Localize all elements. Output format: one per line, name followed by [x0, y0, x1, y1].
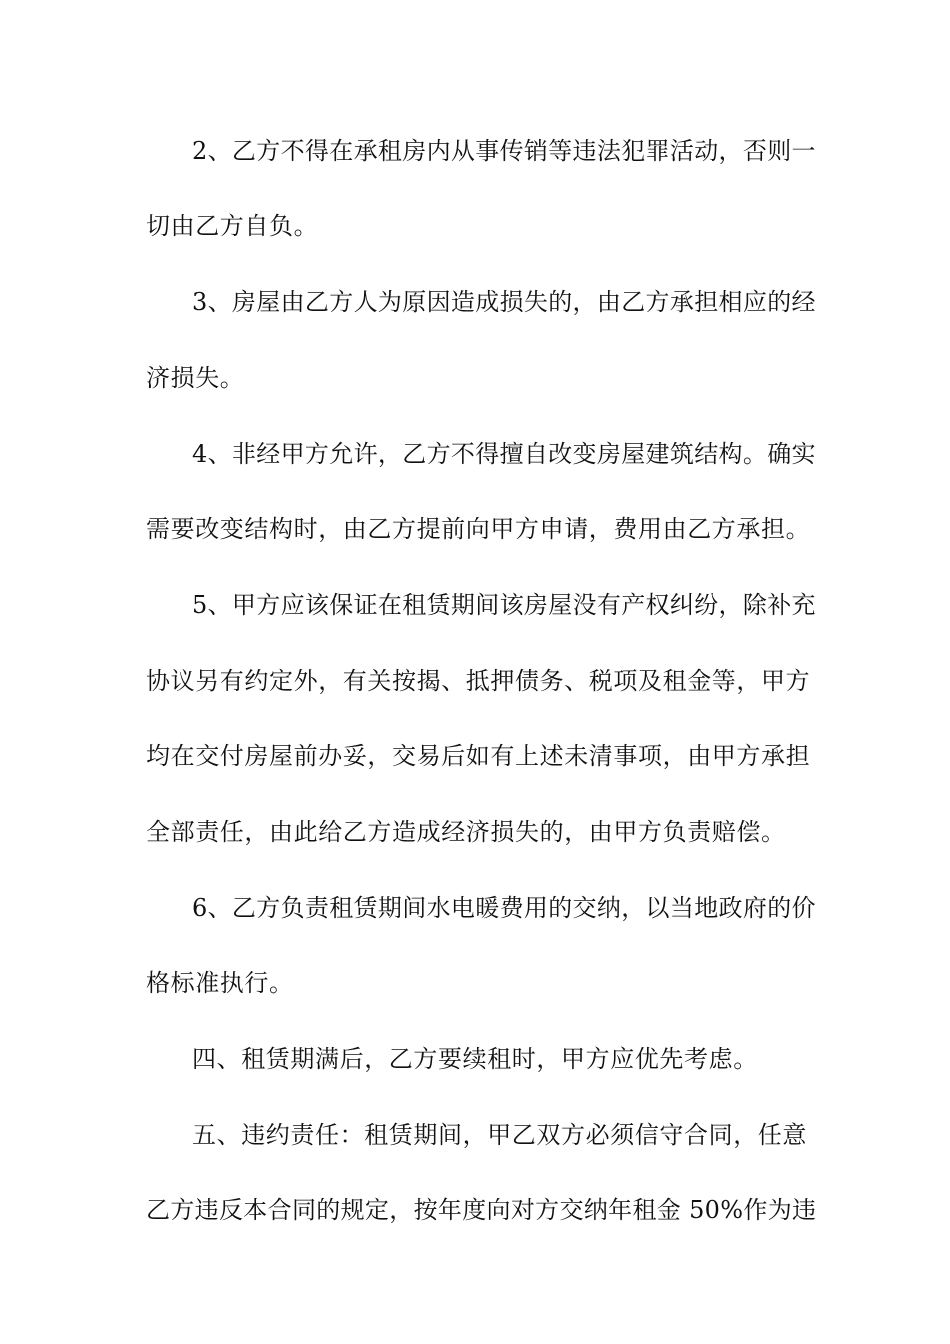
- text-line: 5、甲方应该保证在租赁期间该房屋没有产权纠纷，除补充: [192, 591, 816, 619]
- text-line: 6、乙方负责租赁期间水电暖费用的交纳，以当地政府的价: [192, 894, 816, 922]
- text-line: 2、乙方不得在承租房内从事传销等违法犯罪活动，否则一: [192, 137, 816, 165]
- text-line: 四、租赁期满后，乙方要续租时，甲方应优先考虑。: [192, 1045, 758, 1073]
- text-line: 3、房屋由乙方人为原因造成损失的，由乙方承担相应的经: [192, 288, 816, 316]
- text-line: 4、非经甲方允许，乙方不得擅自改变房屋建筑结构。确实: [192, 440, 816, 468]
- text-line: 全部责任，由此给乙方造成经济损失的，由甲方负责赔偿。: [146, 818, 786, 846]
- text-line: 协议另有约定外，有关按揭、抵押债务、税项及租金等，甲方: [146, 667, 811, 695]
- text-line: 需要改变结构时，由乙方提前向甲方申请，费用由乙方承担。: [146, 515, 811, 543]
- text-line: 五、违约责任：租赁期间，甲乙双方必须信守合同，任意: [192, 1121, 807, 1149]
- text-line: 格标准执行。: [146, 969, 294, 997]
- text-line: 济损失。: [146, 364, 245, 392]
- text-line: 均在交付房屋前办妥，交易后如有上述未清事项，由甲方承担: [146, 742, 811, 770]
- text-line: 切由乙方自负。: [146, 212, 319, 240]
- text-line: 乙方违反本合同的规定，按年度向对方交纳年租金 50%作为违: [146, 1196, 817, 1224]
